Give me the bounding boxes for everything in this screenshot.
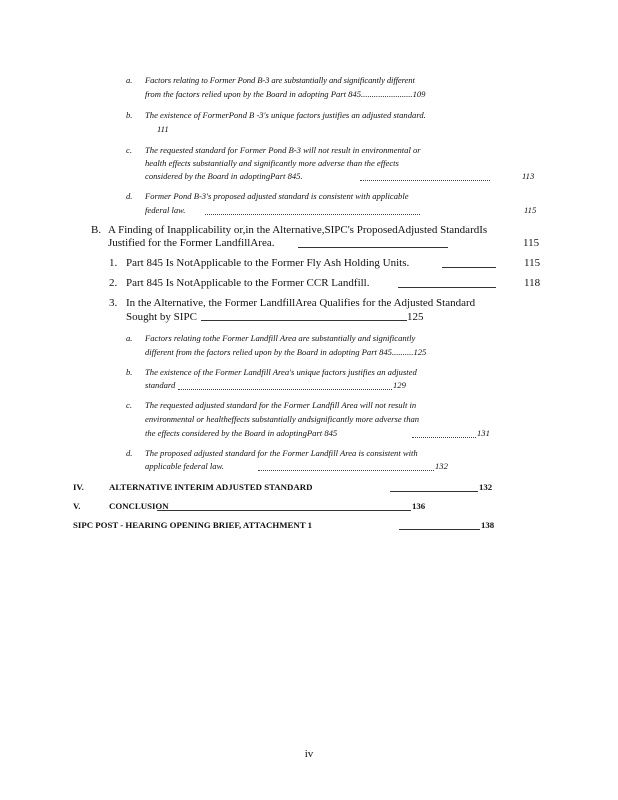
toc-entry-label: 1. <box>109 257 118 269</box>
leader-dots <box>178 389 392 390</box>
toc-attachment-text: SIPC POST - HEARING OPENING BRIEF, ATTACHMENT 1 <box>73 520 313 530</box>
toc-entry-label: a. <box>126 333 133 343</box>
toc-entry-text: applicable federal law. <box>145 461 224 471</box>
toc-entry-text: environmental or healtheffects substantially andsignificantly more adverse than <box>145 414 420 424</box>
toc-entry-text: In the Alternative, the Former LandfillArea Qualifies for the Adjusted Standard <box>126 297 476 309</box>
toc-entry-text: health effects substantially and significantly more adverse than the effects <box>145 158 399 168</box>
toc-entry-label: c. <box>126 400 132 410</box>
leader-dots <box>360 180 490 181</box>
toc-entry-label: b. <box>126 367 133 377</box>
toc-entry-text: Factors relating tothe Former Landfill Area are substantially and significantly <box>145 333 416 343</box>
toc-entry-text: federal law. <box>145 205 186 215</box>
toc-entry-label: d. <box>126 448 133 458</box>
toc-entry-label: b. <box>126 110 133 120</box>
toc-section-text: Justified for the Former LandfillArea. <box>108 237 275 249</box>
toc-entry-label: d. <box>126 191 133 201</box>
toc-page-number: 125 <box>407 311 424 323</box>
toc-entry-label: 3. <box>109 297 118 309</box>
leader-line <box>442 267 496 268</box>
leader-line <box>201 320 407 321</box>
page-number-footer: iv <box>304 748 314 760</box>
toc-entry-text: considered by the Board in adoptingPart 845. <box>145 171 303 181</box>
toc-section-text: ALTERNATIVE INTERIM ADJUSTED STANDARD <box>109 482 313 492</box>
toc-entry-text: 111 <box>157 124 169 134</box>
toc-page-number: 118 <box>524 277 541 289</box>
toc-entry-text: The existence of the Former Landfill Area's unique factors justifies an adjusted <box>145 367 417 377</box>
toc-page-number: 138 <box>481 520 495 530</box>
leader-dots <box>412 437 476 438</box>
toc-entry-text: standard <box>145 380 176 390</box>
toc-page-number: 129 <box>393 380 406 390</box>
toc-entry-text: Part 845 Is NotApplicable to the Former CCR Landfill. <box>126 277 370 289</box>
toc-entry-text: The requested adjusted standard for the Former Landfill Area will not result in <box>145 400 417 410</box>
toc-page-number: 136 <box>412 501 426 511</box>
toc-entry-label: a. <box>126 75 133 85</box>
toc-section-text: CONCLUSION <box>109 501 169 511</box>
leader-dots <box>258 470 434 471</box>
leader-line <box>398 287 496 288</box>
toc-entry-label: c. <box>126 145 132 155</box>
toc-page-number: 131 <box>477 428 490 438</box>
toc-page-number: 132 <box>479 482 493 492</box>
toc-page-number: 132 <box>435 461 448 471</box>
toc-entry-text: Sought by SIPC <box>126 311 197 323</box>
leader-line <box>390 491 478 492</box>
toc-entry-label: 2. <box>109 277 118 289</box>
toc-section-text: A Finding of Inapplicability or,in the Alternative,SIPC's ProposedAdjusted StandardIs <box>108 224 488 236</box>
toc-section-label: V. <box>73 501 81 511</box>
leader-line <box>399 529 480 530</box>
toc-section-label: IV. <box>73 482 84 492</box>
toc-entry-text: the effects considered by the Board in adoptingPart 845 <box>145 428 338 438</box>
leader-dots <box>205 214 420 215</box>
toc-section-label: B. <box>91 224 102 236</box>
toc-entry-text: The existence of FormerPond B -3's unique factors justifies an adjusted standard. <box>145 110 426 120</box>
toc-entry-text: Former Pond B-3's proposed adjusted standard is consistent with applicable <box>145 191 409 201</box>
toc-entry-text: The proposed adjusted standard for the Former Landfill Area is consistent with <box>145 448 418 458</box>
toc-entry-text: Part 845 Is NotApplicable to the Former Fly Ash Holding Units. <box>126 257 410 269</box>
toc-entry-text: from the factors relied upon by the Board in adopting Part 845........................109 <box>145 89 426 99</box>
toc-entry-text: Factors relating to Former Pond B-3 are substantially and significantly different <box>145 75 415 85</box>
toc-page-number: 115 <box>523 237 540 249</box>
toc-entry-text: different from the factors relied upon by the Board in adopting Part 845..........125 <box>145 347 427 357</box>
toc-entry-text: The requested standard for Former Pond B-3 will not result in environmental or <box>145 145 421 155</box>
toc-page-number: 115 <box>524 205 537 215</box>
toc-page-number: 115 <box>524 257 541 269</box>
toc-page-number: 113 <box>522 171 535 181</box>
leader-line <box>157 510 411 511</box>
leader-line <box>298 247 448 248</box>
